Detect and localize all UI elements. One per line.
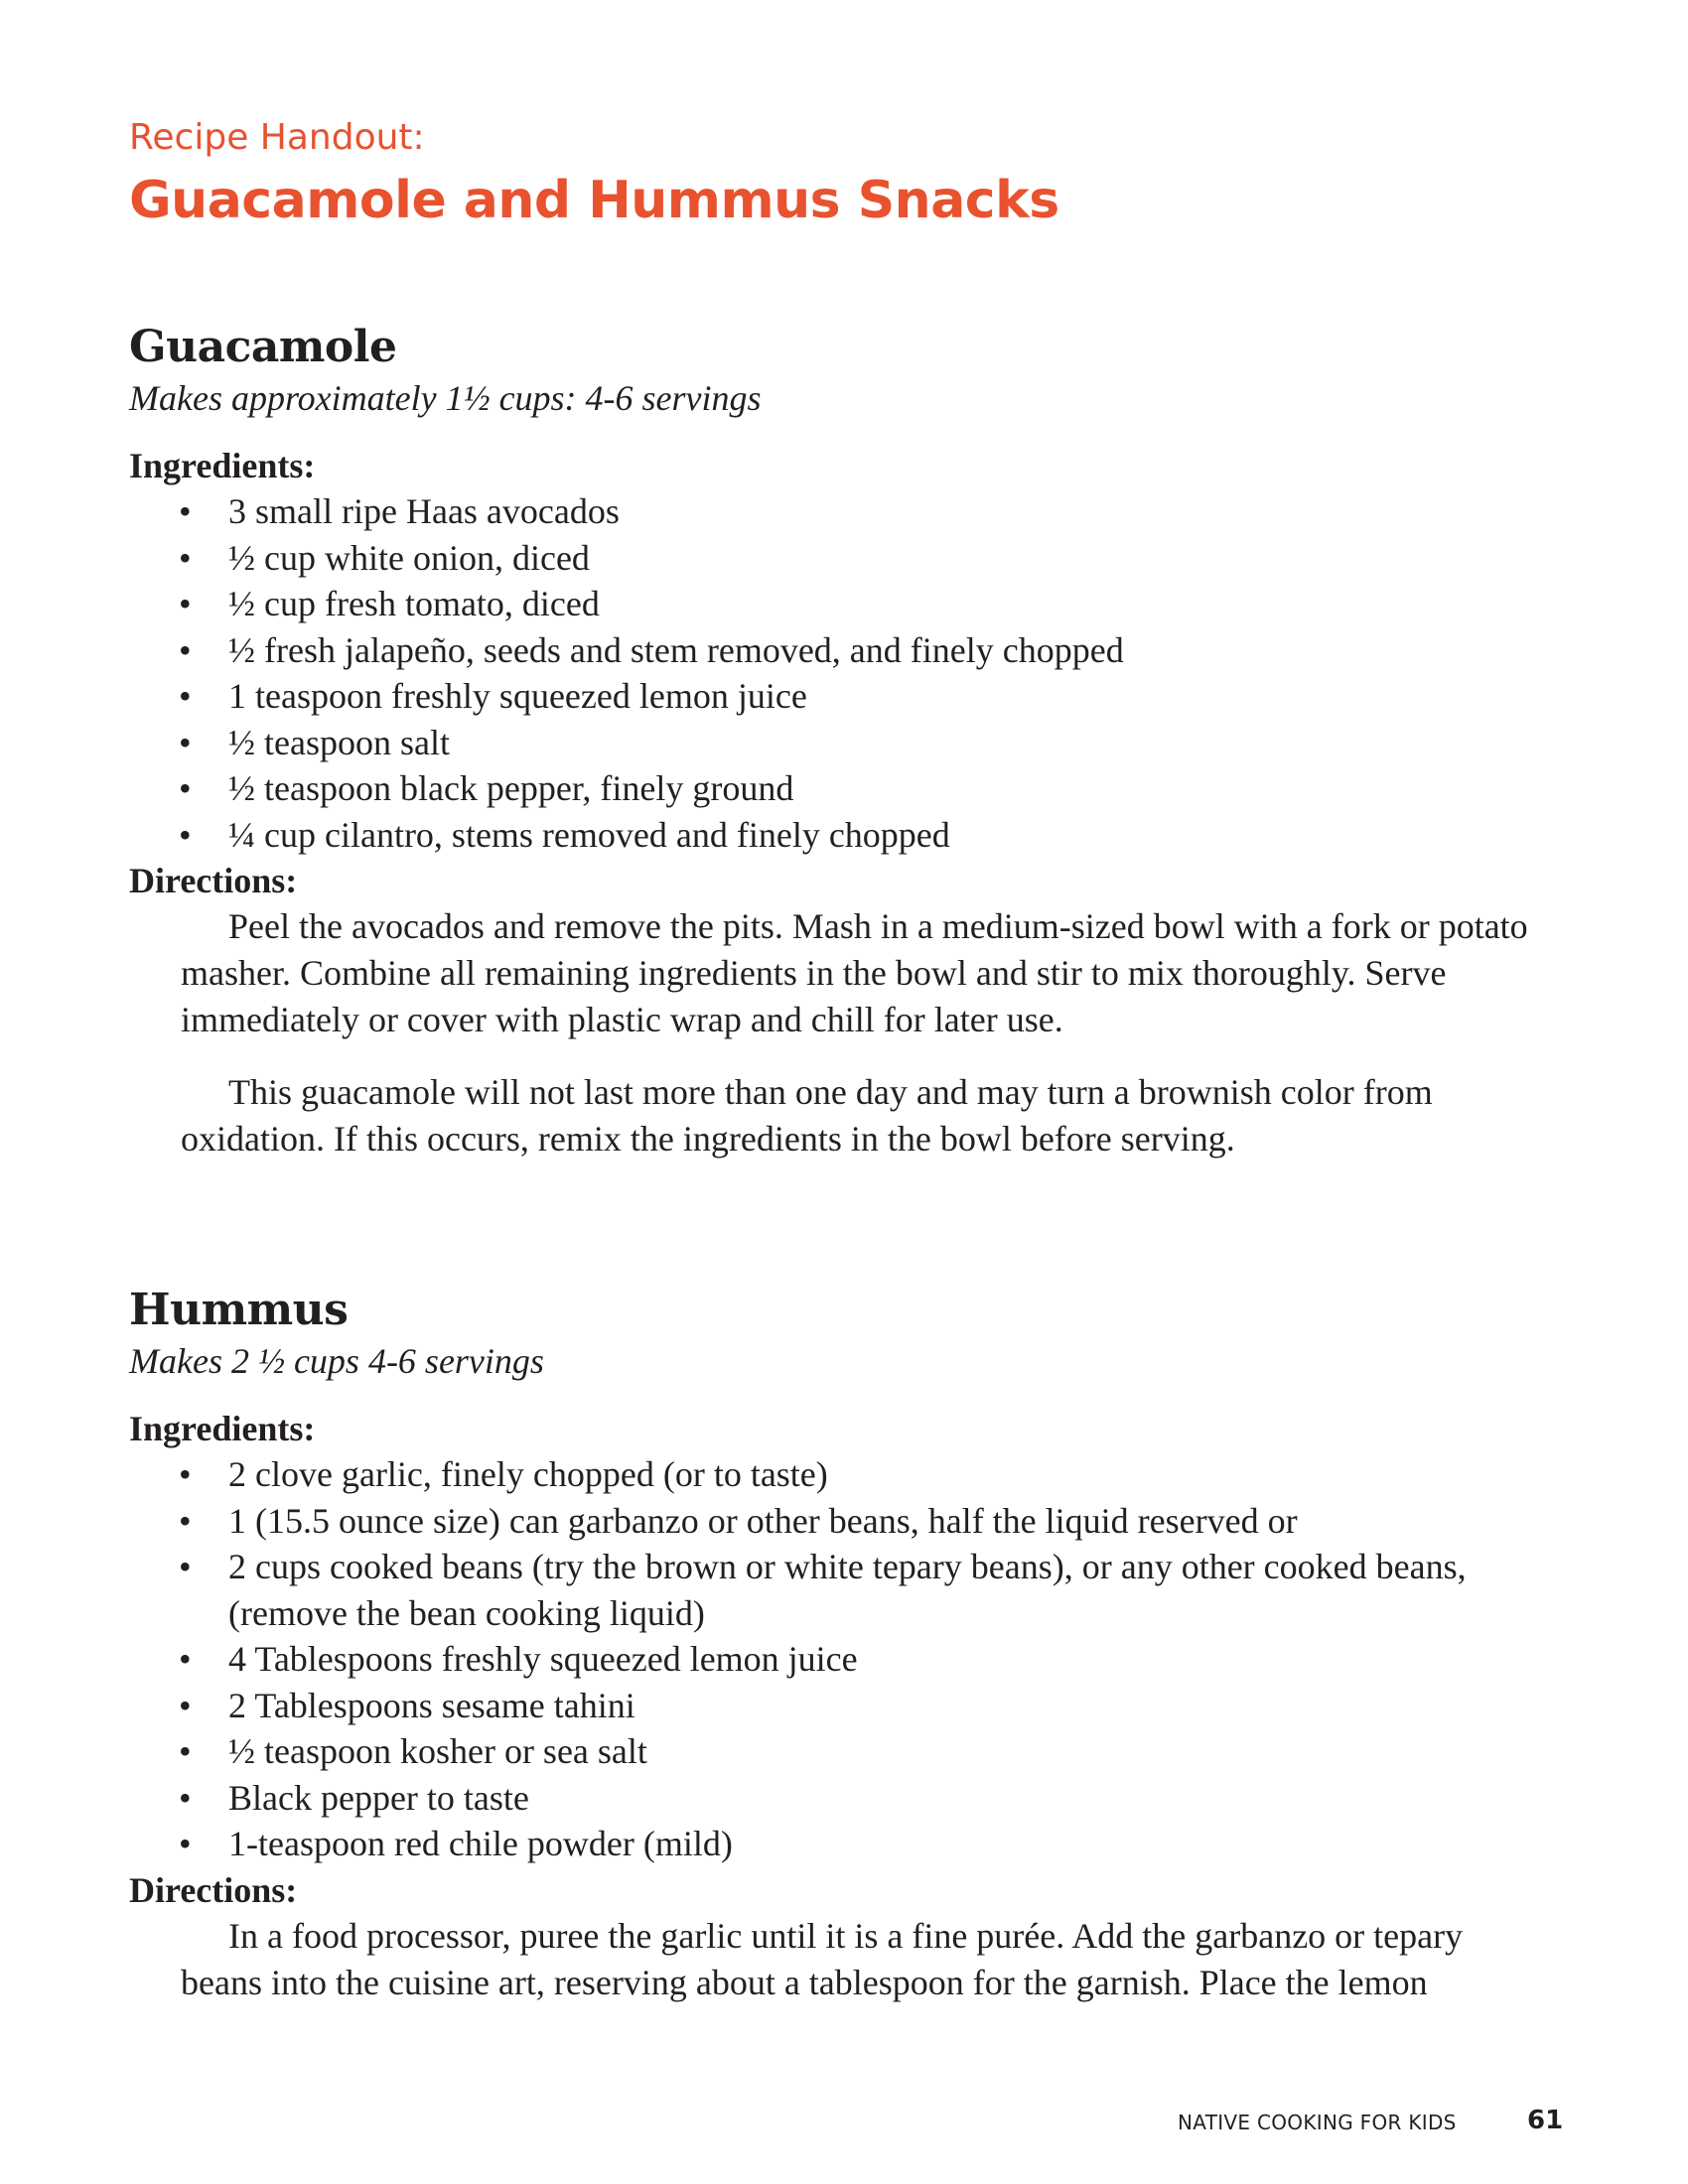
recipe-yield-hummus: Makes 2 ½ cups 4-6 servings [129,1341,544,1381]
directions-paragraph: This guacamole will not last more than one day and may turn a brownish color from oxidation. If this occurs, remix the ingredients in the bowl before serving. [181,1072,1433,1159]
recipe-heading-hummus: Hummus [129,1285,349,1335]
bullet-icon: • [179,1639,192,1679]
page-number: 61 [1527,2106,1564,2135]
bullet-icon: • [179,1777,192,1818]
ingredient-text: ½ cup white onion, diced [228,537,590,578]
list-item [179,720,1539,766]
ingredient-text: 2 Tablespoons sesame tahini [228,1685,635,1725]
list-item [179,1728,1539,1775]
ingredient-text: ½ teaspoon kosher or sea salt [228,1731,647,1771]
list-item [179,1775,1539,1822]
directions-paragraph: In a food processor, puree the garlic until it is a fine purée. Add the garbanzo or tepary beans into the cuisine art, reserving about a tablespoon for the garnish. Place the lemon [181,1915,1464,2002]
bullet-icon: • [179,584,192,623]
ingredient-text: ½ cup fresh tomato, diced [228,584,600,623]
ingredients-label-guacamole: Ingredients: [129,446,316,485]
list-item [179,1498,1539,1545]
page-title: Guacamole and Hummus Snacks [129,171,1059,230]
recipe-heading-guacamole: Guacamole [129,322,397,372]
bullet-icon: • [179,491,192,531]
directions-label-guacamole: Directions: [129,861,298,900]
directions-hummus [129,1913,1539,2006]
bullet-icon: • [179,629,192,670]
ingredient-text: 2 clove garlic, finely chopped (or to taste) [228,1454,828,1494]
list-item [179,1451,1539,1498]
footer-book-title: NATIVE COOKING FOR KIDS [1178,2111,1457,2134]
bullet-icon: • [179,1685,192,1725]
bullet-icon: • [179,1500,192,1541]
list-item [179,1683,1539,1729]
guacamole-recipe [129,320,1539,1188]
ingredient-text: Black pepper to taste [228,1777,529,1818]
ingredient-text: ¼ cup cilantro, stems removed and finely chopped [228,814,950,855]
directions-guacamole [129,903,1539,1162]
handout-kicker: Recipe Handout: [129,117,425,158]
list-item [179,673,1539,720]
ingredient-text: 3 small ripe Haas avocados [228,491,620,531]
list-item [179,1636,1539,1683]
hummus-recipe [129,1283,1539,2032]
bullet-icon: • [179,1547,192,1586]
ingredient-text: 1 (15.5 ounce size) can garbanzo or other beans, half the liquid reserved or [228,1500,1298,1541]
list-item [179,812,1539,859]
bullet-icon: • [179,1731,192,1771]
directions-label-hummus: Directions: [129,1869,298,1910]
ingredient-text: 1-teaspoon red chile powder (mild) [228,1824,733,1863]
list-item [179,1821,1539,1867]
list-item [179,765,1539,812]
ingredient-text: 1 teaspoon freshly squeezed lemon juice [228,676,807,716]
directions-paragraph: Peel the avocados and remove the pits. Mash in a medium-sized bowl with a fork or potato masher. Combine all remaining ingredients in the bowl and stir to mix thoroughly. Serve immediately or cover with plastic wrap and chill for later use. [181,906,1528,1039]
bullet-icon: • [179,676,192,716]
bullet-icon: • [179,814,192,855]
list-item [179,488,1539,535]
list-item [179,581,1539,627]
ingredient-text: 2 cups cooked beans (try the brown or white tepary beans), or any other cooked beans, (remove the bean cooking liquid) [228,1547,1467,1633]
ingredient-text: ½ teaspoon salt [228,722,450,762]
ingredient-text: ½ teaspoon black pepper, finely ground [228,768,794,808]
ingredients-list-hummus [129,1451,1539,1867]
list-item [179,535,1539,582]
bullet-icon: • [179,537,192,578]
recipe-yield-guacamole: Makes approximately 1½ cups: 4-6 servings [129,378,762,418]
ingredient-text: 4 Tablespoons freshly squeezed lemon juice [228,1639,858,1679]
ingredients-list-guacamole [129,488,1539,858]
list-item [179,1544,1539,1636]
bullet-icon: • [179,1824,192,1863]
bullet-icon: • [179,768,192,808]
list-item [179,627,1539,674]
bullet-icon: • [179,1454,192,1494]
ingredient-text: ½ fresh jalapeño, seeds and stem removed, and finely chopped [228,629,1124,670]
ingredients-label-hummus: Ingredients: [129,1409,316,1448]
bullet-icon: • [179,722,192,762]
